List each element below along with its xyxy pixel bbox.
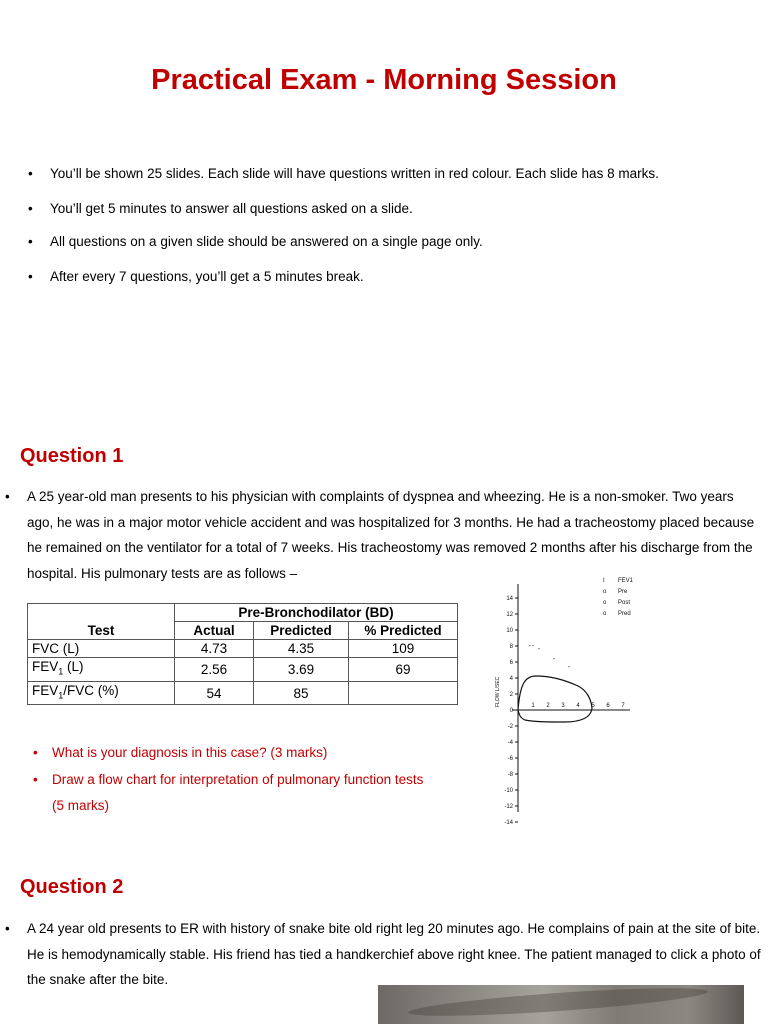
table-group-header: Pre-Bronchodilator (BD) bbox=[175, 604, 458, 622]
case-text: A 24 year old presents to ER with history of snake bite old right leg 20 minutes ago. He complains of pain at the site of bite. He is hemodynamically stable. His friend has tied a handkerchief above right knee. The patient managed to click a photo of the snake after the bite. bbox=[27, 921, 761, 987]
cell-test-subscript: 1 bbox=[58, 666, 64, 677]
question-1-heading: Question 1 bbox=[20, 445, 124, 467]
y-tick-label: 0 bbox=[509, 708, 513, 714]
cell-actual: 54 bbox=[175, 681, 254, 705]
legend-marker: o bbox=[603, 611, 607, 617]
y-tick-label: 8 bbox=[509, 644, 513, 650]
y-tick-label: 10 bbox=[506, 628, 513, 634]
y-tick-label: 14 bbox=[506, 596, 513, 602]
legend-label: Pre bbox=[618, 589, 628, 595]
x-tick-label: 2 bbox=[546, 703, 550, 709]
y-tick-label: 6 bbox=[509, 660, 513, 666]
pred-marker: " " bbox=[529, 645, 534, 651]
legend-label: Pred bbox=[618, 611, 631, 617]
question-2-case-text bbox=[5, 916, 762, 993]
cell-test bbox=[28, 681, 175, 705]
cell-test-rest: /FVC (%) bbox=[63, 682, 119, 698]
snake-shape bbox=[408, 983, 709, 1022]
y-tick-label: -2 bbox=[507, 724, 513, 730]
cell-test-base: FEV bbox=[32, 682, 59, 698]
cell-actual: 4.73 bbox=[175, 640, 254, 658]
cell-pct bbox=[349, 681, 458, 705]
legend-marker: o bbox=[603, 600, 607, 606]
snake-photo bbox=[378, 985, 744, 1024]
instruction-text: You’ll get 5 minutes to answer all questions asked on a slide. bbox=[50, 201, 413, 216]
cell-test bbox=[28, 658, 175, 682]
y-tick-label: -8 bbox=[507, 772, 513, 778]
bullet: • bbox=[5, 489, 10, 504]
table-row bbox=[28, 640, 458, 658]
cell-predicted: 4.35 bbox=[254, 640, 349, 658]
legend-label: FEV1 bbox=[618, 578, 634, 584]
flow-volume-loop-graph bbox=[490, 572, 740, 826]
subquestion-text: Draw a flow chart for interpretation of pulmonary function tests bbox=[52, 772, 424, 787]
x-tick-label: 3 bbox=[561, 703, 565, 709]
cell-pct: 109 bbox=[349, 640, 458, 658]
x-tick-label: 5 bbox=[591, 703, 595, 709]
question-1-case-text bbox=[5, 484, 762, 586]
instruction-text: You’ll be shown 25 slides. Each slide will have questions written in red colour. Each slide has 8 marks. bbox=[50, 166, 659, 181]
page-title: Practical Exam - Morning Session bbox=[151, 64, 617, 96]
pred-marker: " bbox=[568, 666, 570, 672]
pred-marker: " bbox=[553, 658, 555, 664]
pred-marker: " bbox=[538, 648, 540, 654]
cell-predicted: 3.69 bbox=[254, 658, 349, 682]
cell-test: FVC (L) bbox=[28, 640, 175, 658]
instruction-text: After every 7 questions, you’ll get a 5 minutes break. bbox=[50, 269, 364, 284]
bullet: • bbox=[33, 745, 38, 760]
y-tick-label: -12 bbox=[504, 804, 513, 810]
subquestion-text: What is your diagnosis in this case? (3 marks) bbox=[52, 745, 328, 760]
subquestion-text: (5 marks) bbox=[52, 798, 109, 813]
legend-marker: o bbox=[603, 589, 607, 595]
x-tick-label: 6 bbox=[606, 703, 610, 709]
cell-test-subscript: 1 bbox=[58, 690, 64, 701]
y-axis-label: FLOW L/SEC bbox=[495, 676, 501, 707]
table-header-row bbox=[28, 604, 458, 622]
instruction-text: All questions on a given slide should be answered on a single page only. bbox=[50, 234, 483, 249]
y-tick-label: 2 bbox=[509, 692, 513, 698]
table-header-cell bbox=[28, 604, 175, 622]
y-tick-label: 4 bbox=[509, 676, 513, 682]
bullet: • bbox=[5, 921, 10, 936]
table-header-row bbox=[28, 622, 458, 640]
column-header-actual: Actual bbox=[175, 622, 254, 640]
bullet: • bbox=[28, 201, 33, 216]
x-tick-label: 4 bbox=[576, 703, 580, 709]
bullet: • bbox=[28, 166, 33, 181]
bullet: • bbox=[28, 234, 33, 249]
y-tick-label: 12 bbox=[506, 612, 513, 618]
pulmonary-function-table bbox=[27, 603, 458, 705]
question-2-heading: Question 2 bbox=[20, 876, 124, 898]
column-header-predicted: Predicted bbox=[254, 622, 349, 640]
y-tick-label: -14 bbox=[504, 820, 513, 826]
table-row bbox=[28, 658, 458, 682]
y-tick-label: -6 bbox=[507, 756, 513, 762]
column-header-test: Test bbox=[28, 622, 175, 640]
table-row bbox=[28, 681, 458, 705]
x-tick-label: 7 bbox=[621, 703, 625, 709]
legend-marker: I bbox=[603, 578, 605, 584]
cell-actual: 2.56 bbox=[175, 658, 254, 682]
x-tick-label: 1 bbox=[531, 703, 535, 709]
y-tick-label: -4 bbox=[507, 740, 513, 746]
legend-label: Post bbox=[618, 600, 631, 606]
flow-volume-loop-curve bbox=[518, 676, 592, 722]
column-header-pct-predicted: % Predicted bbox=[349, 622, 458, 640]
cell-test-base: FEV bbox=[32, 659, 59, 674]
cell-pct: 69 bbox=[349, 658, 458, 682]
bullet: • bbox=[28, 269, 33, 284]
bullet: • bbox=[33, 772, 38, 787]
cell-predicted: 85 bbox=[254, 681, 349, 705]
cell-test-rest: (L) bbox=[63, 659, 84, 674]
case-text: A 25 year-old man presents to his physician with complaints of dyspnea and wheezing. He is a non-smoker. Two years ago, he was in a major motor vehicle accident and was hospitalized for 3 months. He had a tracheostomy placed because he remained on the ventilator for a total of 7 weeks. His tracheostomy was removed 2 months after his discharge from the hospital. His pulmonary tests are as follows – bbox=[27, 489, 755, 581]
y-tick-label: -10 bbox=[504, 788, 513, 794]
